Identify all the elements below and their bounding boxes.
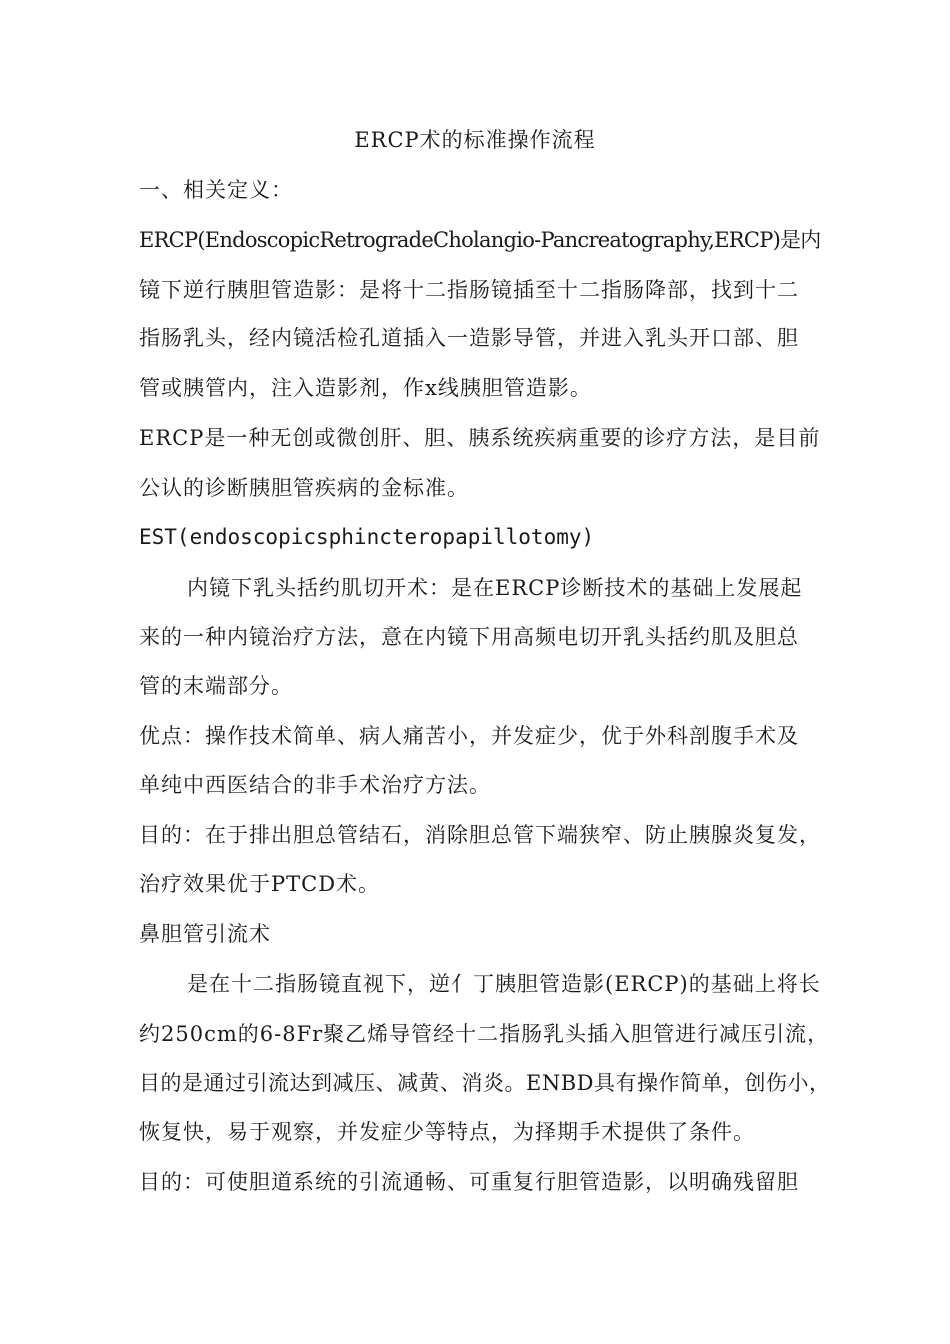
- paragraph-line: 单纯中西医结合的非手术治疗方法。: [139, 773, 491, 797]
- paragraph-line: 恢复快，易于观察，并发症少等特点，为择期手术提供了条件。: [139, 1120, 755, 1144]
- paragraph-line: 治疗效果优于PTCD术。: [139, 872, 381, 896]
- paragraph-line: ERCP是一种无创或微创肝、胆、胰系统疾病重要的诊疗方法，是目前: [139, 426, 821, 450]
- section-heading-definitions: 一、相关定义：: [139, 178, 293, 202]
- paragraph-line: 优点：操作技术简单、病人痛苦小，并发症少，优于外科剖腹手术及: [139, 724, 799, 748]
- paragraph-line: 来的一种内镜治疗方法，意在内镜下用高频电切开乳头括约肌及胆总: [139, 625, 799, 649]
- paragraph-line: 目的是通过引流达到减压、减黄、消炎。ENBD具有操作简单，创伤小，: [139, 1071, 831, 1095]
- paragraph-line: 目的：在于排出胆总管结石，消除胆总管下端狭窄、防止胰腺炎复发，: [139, 823, 821, 847]
- term-heading-enbd: 鼻胆管引流术: [139, 922, 271, 946]
- paragraph-line: 公认的诊断胰胆管疾病的金标准。: [139, 476, 469, 500]
- paragraph-line: 约250cm的6-8Fr聚乙烯导管经十二指肠乳头插入胆管进行减压引流，: [139, 1022, 830, 1046]
- paragraph-line: 指肠乳头，经内镜活检孔道插入一造影导管，并进入乳头开口部、胆: [139, 326, 799, 350]
- document-title: ERCP术的标准操作流程: [354, 128, 596, 152]
- paragraph-line: 管的末端部分。: [139, 674, 293, 698]
- paragraph-line: 管或胰管内，注入造影剂，作x线胰胆管造影。: [139, 376, 592, 400]
- paragraph-line: 目的：可使胆道系统的引流通畅、可重复行胆管造影，以明确残留胆: [139, 1170, 799, 1194]
- paragraph-line: 内镜下乳头括约肌切开术：是在ERCP诊断技术的基础上发展起: [187, 576, 803, 600]
- term-heading-est: EST(endoscopicsphincteropapillotomy): [139, 525, 595, 549]
- paragraph-line: 镜下逆行胰胆管造影：是将十二指肠镜插至十二指肠降部，找到十二: [139, 278, 799, 302]
- paragraph-line: 是在十二指肠镜直视下，逆亻丁胰胆管造影(ERCP)的基础上将长: [187, 972, 821, 996]
- paragraph-line: ERCP(EndoscopicRetrogradeCholangio-Pancreatography,ERCP)是内: [139, 228, 821, 252]
